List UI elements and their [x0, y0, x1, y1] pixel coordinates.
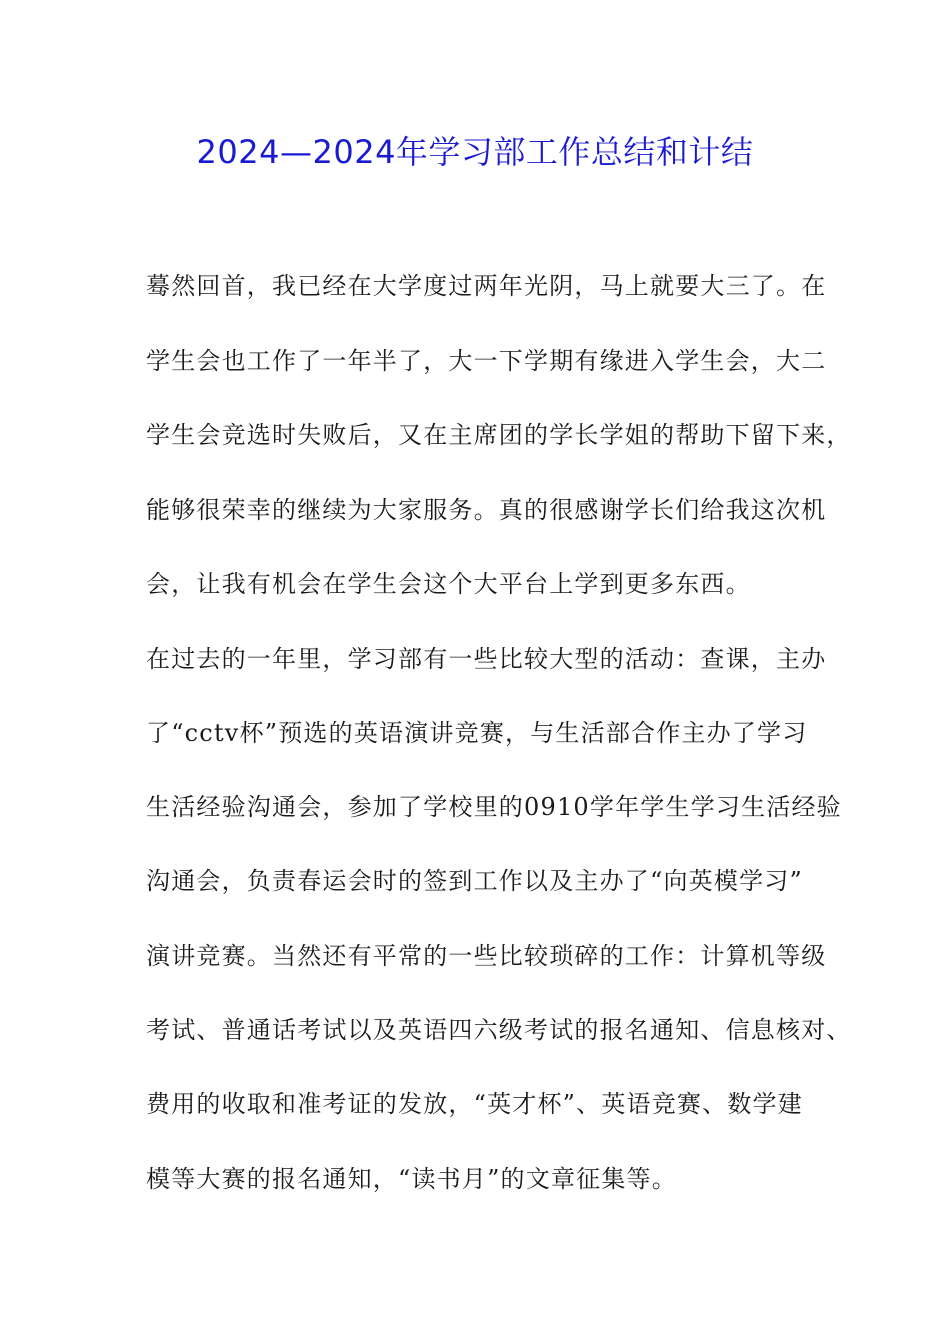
paragraph-line: 学生会也工作了一年半了，大一下学期有缘进入学生会，大二 — [146, 347, 827, 375]
paragraph-line: 模等大赛的报名通知，“读书月”的文章征集等。 — [146, 1165, 677, 1193]
paragraph-line: 生活经验沟通会，参加了学校里的0910学年学生学习生活经验 — [146, 793, 842, 821]
paragraph-line: 会，让我有机会在学生会这个大平台上学到更多东西。 — [146, 570, 751, 598]
paragraph-line: 费用的收取和准考证的发放，“英才杯”、英语竞赛、数学建 — [146, 1090, 803, 1118]
paragraph-line: 沟通会，负责春运会时的签到工作以及主办了“向英模学习” — [146, 867, 803, 895]
paragraph-line: 在过去的一年里，学习部有一些比较大型的活动：查课，主办 — [146, 645, 827, 673]
document-title: 2024—2024年学习部工作总结和计结 — [196, 133, 754, 171]
paragraph-line: 蓦然回首，我已经在大学度过两年光阴，马上就要大三了。在 — [146, 272, 827, 300]
paragraph-line: 了“cctv杯”预选的英语演讲竞赛，与生活部合作主办了学习 — [146, 719, 808, 747]
paragraph-line: 演讲竞赛。当然还有平常的一些比较琐碎的工作：计算机等级 — [146, 942, 827, 970]
paragraph-line: 学生会竞选时失败后，又在主席团的学长学姐的帮助下留下来， — [146, 421, 852, 449]
paragraph-line: 能够很荣幸的继续为大家服务。真的很感谢学长们给我这次机 — [146, 496, 827, 524]
paragraph-line: 考试、普通话考试以及英语四六级考试的报名通知、信息核对、 — [146, 1016, 852, 1044]
